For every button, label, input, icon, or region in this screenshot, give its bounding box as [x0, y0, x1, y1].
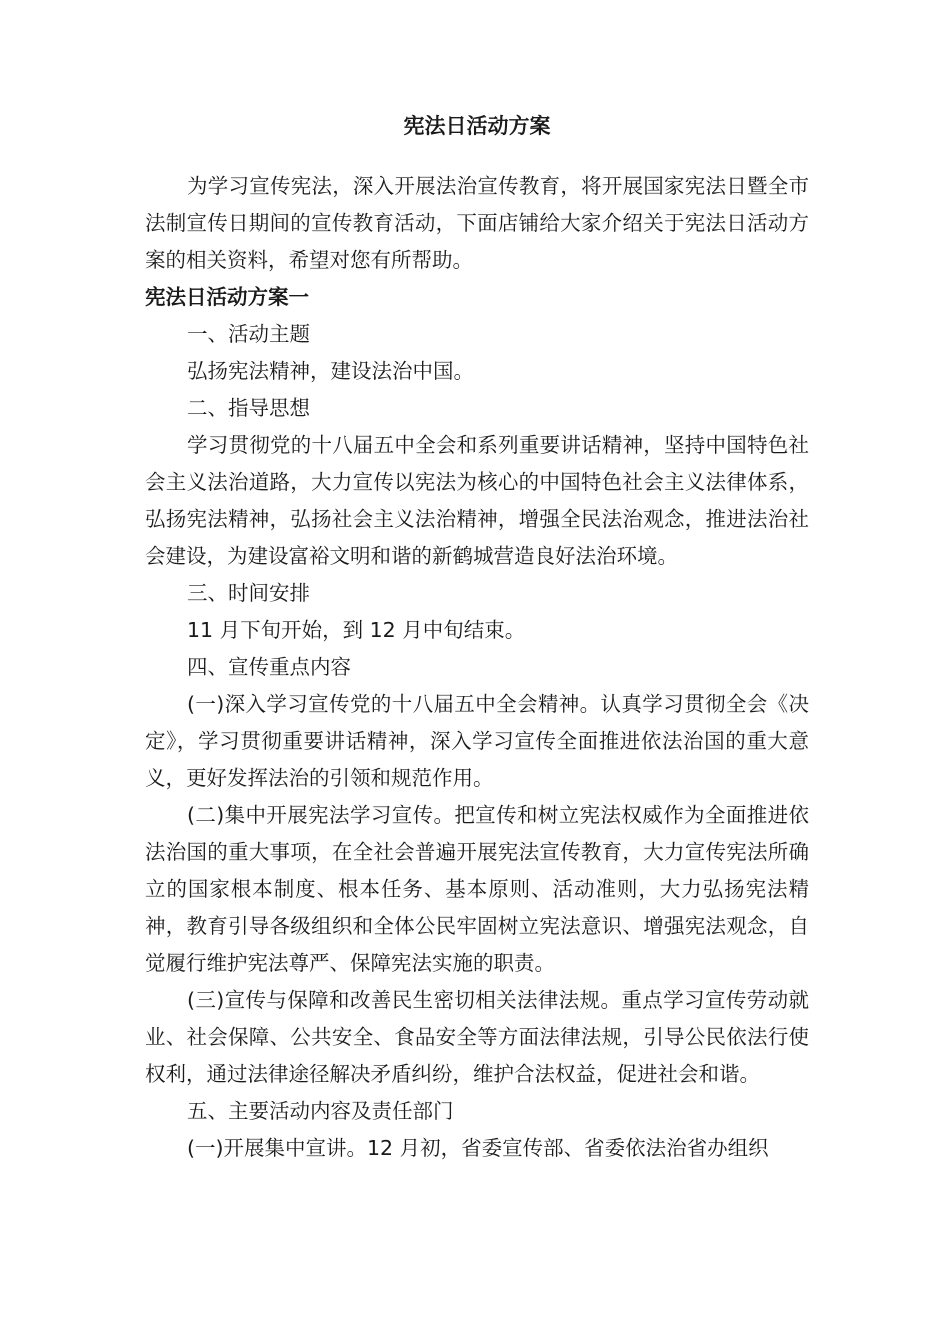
paragraph-key-content-1: (一)深入学习宣传党的十八届五中全会精神。认真学习贯彻全会《决定》，学习贯彻重要讲话精神，深入学习宣传全面推进依法治国的重大意义，更好发挥法治的引领和规范作用。 — [145, 692, 809, 790]
paragraph-key-content-3: (三)宣传与保障和改善民生密切相关法律法规。重点学习宣传劳动就业、社会保障、公共安全、食品安全等方面法律法规，引导公民依法行使权利，通过法律途径解决矛盾纠纷，维护合法权益，促进社会和谐。 — [145, 988, 809, 1086]
heading-guiding-thought: 二、指导思想 — [187, 396, 310, 420]
paragraph-guiding-thought: 学习贯彻党的十八届五中全会和系列重要讲话精神，坚持中国特色社会主义法治道路，大力宣传以宪法为核心的中国特色社会主义法律体系，弘扬宪法精神，弘扬社会主义法治精神，增强全民法治观念，推进法治社会建设，为建设富裕文明和谐的新鹤城营造良好法治环境。 — [145, 433, 809, 568]
document-title: 宪法日活动方案 — [403, 114, 551, 138]
document-page — [145, 108, 809, 1167]
heading-main-activities: 五、主要活动内容及责任部门 — [187, 1099, 454, 1123]
paragraph-theme-text: 弘扬宪法精神，建设法治中国。 — [187, 359, 474, 383]
paragraph-main-activities-1: (一)开展集中宣讲。12 月初，省委宣传部、省委依法治省办组织 — [187, 1136, 769, 1160]
section-heading: 宪法日活动方案一 — [145, 285, 309, 309]
heading-activity-theme: 一、活动主题 — [187, 322, 310, 346]
paragraph-key-content-2: (二)集中开展宪法学习宣传。把宣传和树立宪法权威作为全面推进依法治国的重大事项，在全社会普遍开展宪法宣传教育，大力宣传宪法所确立的国家根本制度、根本任务、基本原则、活动准则，大力弘扬宪法精神，教育引导各级组织和全体公民牢固树立宪法意识、增强宪法观念，自觉履行维护宪法尊严、保障宪法实施的职责。 — [145, 803, 809, 975]
heading-key-content: 四、宣传重点内容 — [187, 655, 351, 679]
heading-schedule: 三、时间安排 — [187, 581, 310, 605]
paragraph-schedule: 11 月下旬开始，到 12 月中旬结束。 — [187, 618, 526, 642]
intro-paragraph: 为学习宣传宪法，深入开展法治宣传教育，将开展国家宪法日暨全市法制宣传日期间的宣传教育活动，下面店铺给大家介绍关于宪法日活动方案的相关资料，希望对您有所帮助。 — [145, 174, 809, 272]
